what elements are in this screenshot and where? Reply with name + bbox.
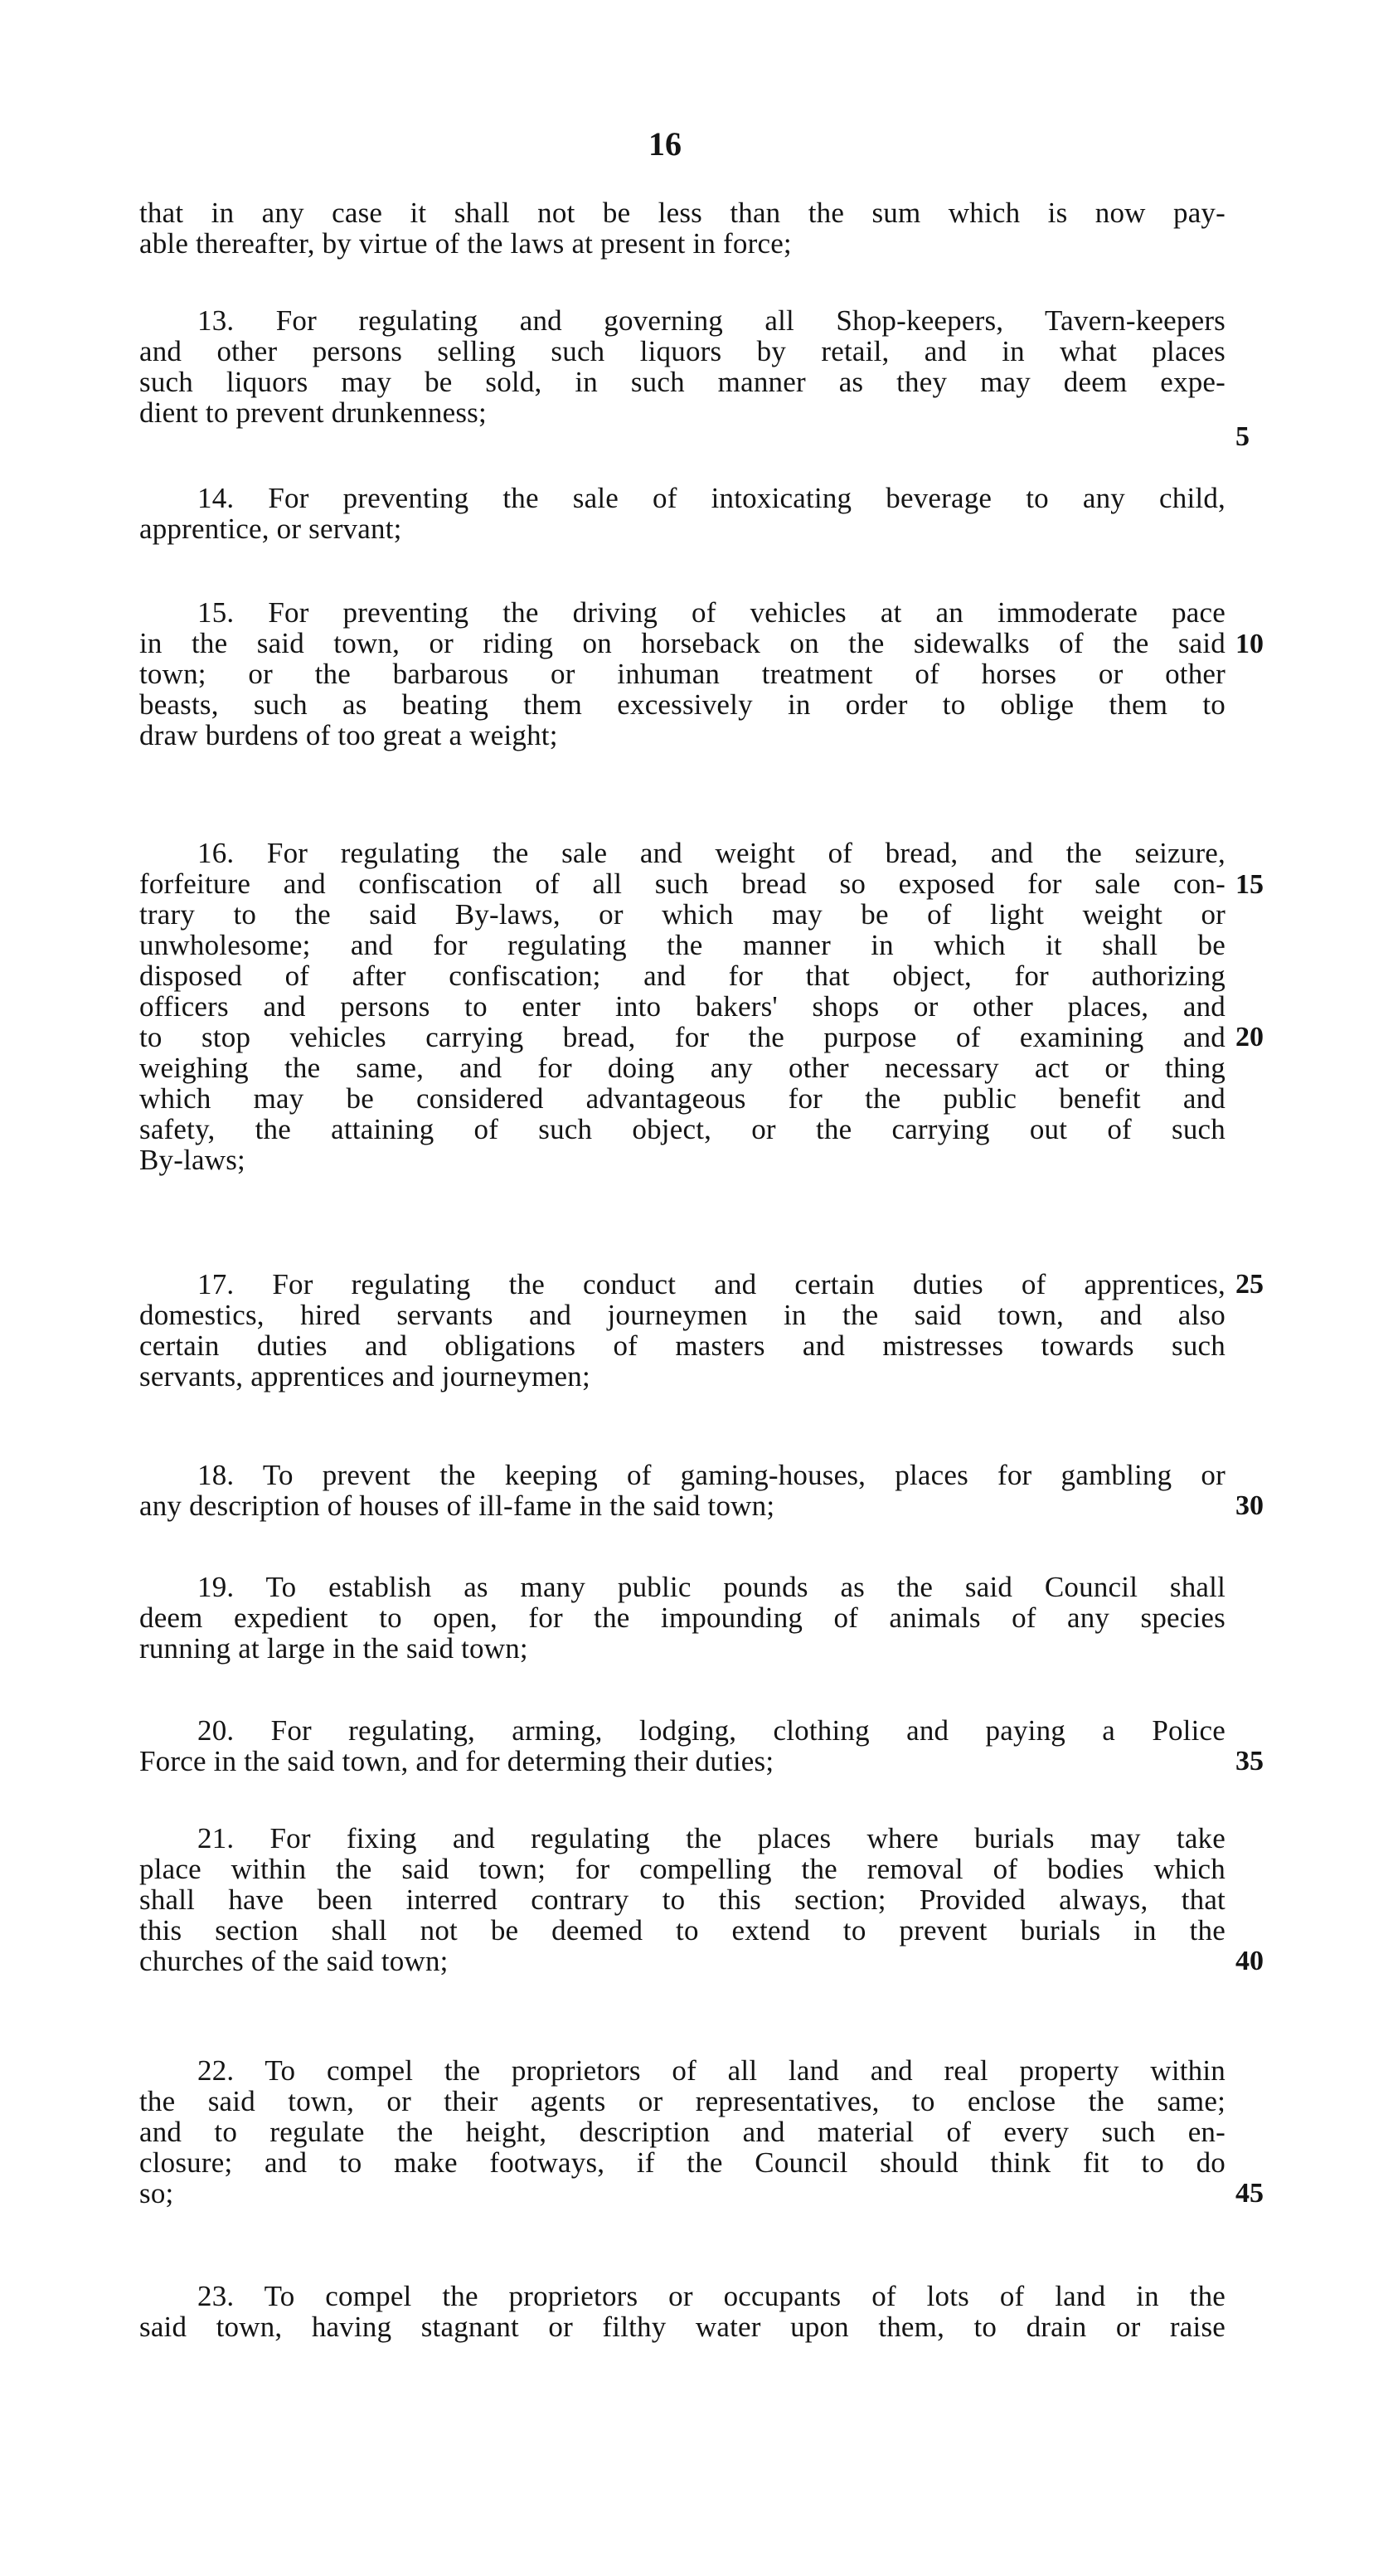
text-line: 17. For regulating the conduct and certain duties of apprentices,: [197, 1268, 1226, 1300]
text-line: churches of the said town;: [139, 1945, 449, 1977]
margin-line-number: 45: [1235, 2178, 1264, 2209]
text-line: Force in the said town, and for determing their duties;: [139, 1745, 774, 1777]
text-line: and other persons selling such liquors by retail, and in what places: [139, 335, 1226, 367]
text-line: weighing the same, and for doing any other necessary act or thing: [139, 1052, 1226, 1084]
paragraph-13: [139, 305, 1226, 428]
text-line: so;: [139, 2177, 174, 2209]
text-line: such liquors may be sold, in such manner as they may deem expe-: [139, 366, 1226, 398]
paragraph-20: [139, 1715, 1226, 1776]
margin-line-number: 35: [1235, 1746, 1264, 1776]
margin-line-number: 15: [1235, 869, 1264, 900]
page-number: 16: [648, 125, 682, 163]
paragraph-14: [139, 483, 1226, 544]
text-line: to stop vehicles carrying bread, for the purpose of examining and: [139, 1021, 1226, 1053]
text-line: said town, having stagnant or filthy water upon them, to drain or raise: [139, 2311, 1226, 2343]
text-line: dient to prevent drunkenness;: [139, 396, 487, 429]
margin-line-number: 10: [1235, 629, 1264, 659]
text-line: 13. For regulating and governing all Shop-keepers, Tavern-keepers: [197, 304, 1226, 337]
text-line: 22. To compel the proprietors of all land and real property within: [197, 2054, 1226, 2087]
text-line: 19. To establish as many public pounds as the said Council shall: [197, 1571, 1226, 1603]
paragraph-21: [139, 1823, 1226, 1976]
text-line: safety, the attaining of such object, or the carrying out of such: [139, 1113, 1226, 1145]
paragraph-19: [139, 1572, 1226, 1664]
text-line: apprentice, or servant;: [139, 513, 402, 545]
text-line: this section shall not be deemed to extend to prevent burials in the: [139, 1914, 1226, 1947]
text-line: 14. For preventing the sale of intoxicating beverage to any child,: [197, 482, 1226, 514]
paragraph-15: [139, 597, 1226, 751]
paragraph-22: [139, 2055, 1226, 2209]
margin-line-number: 5: [1235, 421, 1250, 452]
text-line: which may be considered advantageous for the public benefit and: [139, 1082, 1226, 1115]
text-line: 20. For regulating, arming, lodging, clothing and paying a Police: [197, 1714, 1226, 1747]
text-line: closure; and to make footways, if the Council should think fit to do: [139, 2146, 1226, 2179]
text-line: beasts, such as beating them excessively in order to oblige them to: [139, 688, 1226, 721]
text-line: 23. To compel the proprietors or occupants of lots of land in the: [197, 2280, 1226, 2312]
text-line: servants, apprentices and journeymen;: [139, 1360, 590, 1392]
text-line: 21. For fixing and regulating the places where burials may take: [197, 1822, 1226, 1854]
text-line: unwholesome; and for regulating the manner in which it shall be: [139, 929, 1226, 961]
paragraph-18: [139, 1460, 1226, 1521]
text-line: any description of houses of ill-fame in the said town;: [139, 1490, 775, 1522]
text-line: deem expedient to open, for the impounding of animals of any species: [139, 1601, 1226, 1634]
text-line: shall have been interred contrary to this section; Provided always, that: [139, 1883, 1226, 1916]
text-line: 16. For regulating the sale and weight of bread, and the seizure,: [197, 837, 1226, 869]
text-line: in the said town, or riding on horseback on the sidewalks of the said: [139, 627, 1226, 659]
paragraph-17: [139, 1269, 1226, 1392]
text-line: 15. For preventing the driving of vehicles at an immoderate pace: [197, 596, 1226, 629]
margin-line-number: 25: [1235, 1269, 1264, 1300]
margin-line-number: 20: [1235, 1022, 1264, 1052]
text-line: running at large in the said town;: [139, 1632, 528, 1665]
text-line: officers and persons to enter into bakers' shops or other places, and: [139, 990, 1226, 1023]
text-line: certain duties and obligations of masters and mistresses towards such: [139, 1329, 1226, 1362]
text-line: disposed of after confiscation; and for that object, for authorizing: [139, 960, 1226, 992]
paragraph-23: [139, 2281, 1226, 2342]
margin-line-number: 30: [1235, 1490, 1264, 1521]
text-line: able thereafter, by virtue of the laws at present in force;: [139, 227, 792, 260]
text-line: 18. To prevent the keeping of gaming-houses, places for gambling or: [197, 1459, 1226, 1491]
text-line: and to regulate the height, description and material of every such en-: [139, 2116, 1226, 2148]
margin-line-number: 40: [1235, 1946, 1264, 1976]
text-line: that in any case it shall not be less than the sum which is now pay-: [139, 197, 1226, 229]
paragraph-16: [139, 838, 1226, 1175]
text-line: domestics, hired servants and journeymen in the said town, and also: [139, 1299, 1226, 1331]
text-line: forfeiture and confiscation of all such bread so exposed for sale con-: [139, 868, 1226, 900]
paragraph-continuation: [139, 197, 1226, 259]
text-line: draw burdens of too great a weight;: [139, 719, 558, 751]
text-line: town; or the barbarous or inhuman treatment of horses or other: [139, 658, 1226, 690]
text-line: By-laws;: [139, 1144, 245, 1176]
text-line: place within the said town; for compelling the removal of bodies which: [139, 1853, 1226, 1885]
text-line: the said town, or their agents or representatives, to enclose the same;: [139, 2085, 1226, 2117]
text-line: trary to the said By-laws, or which may be of light weight or: [139, 898, 1226, 931]
